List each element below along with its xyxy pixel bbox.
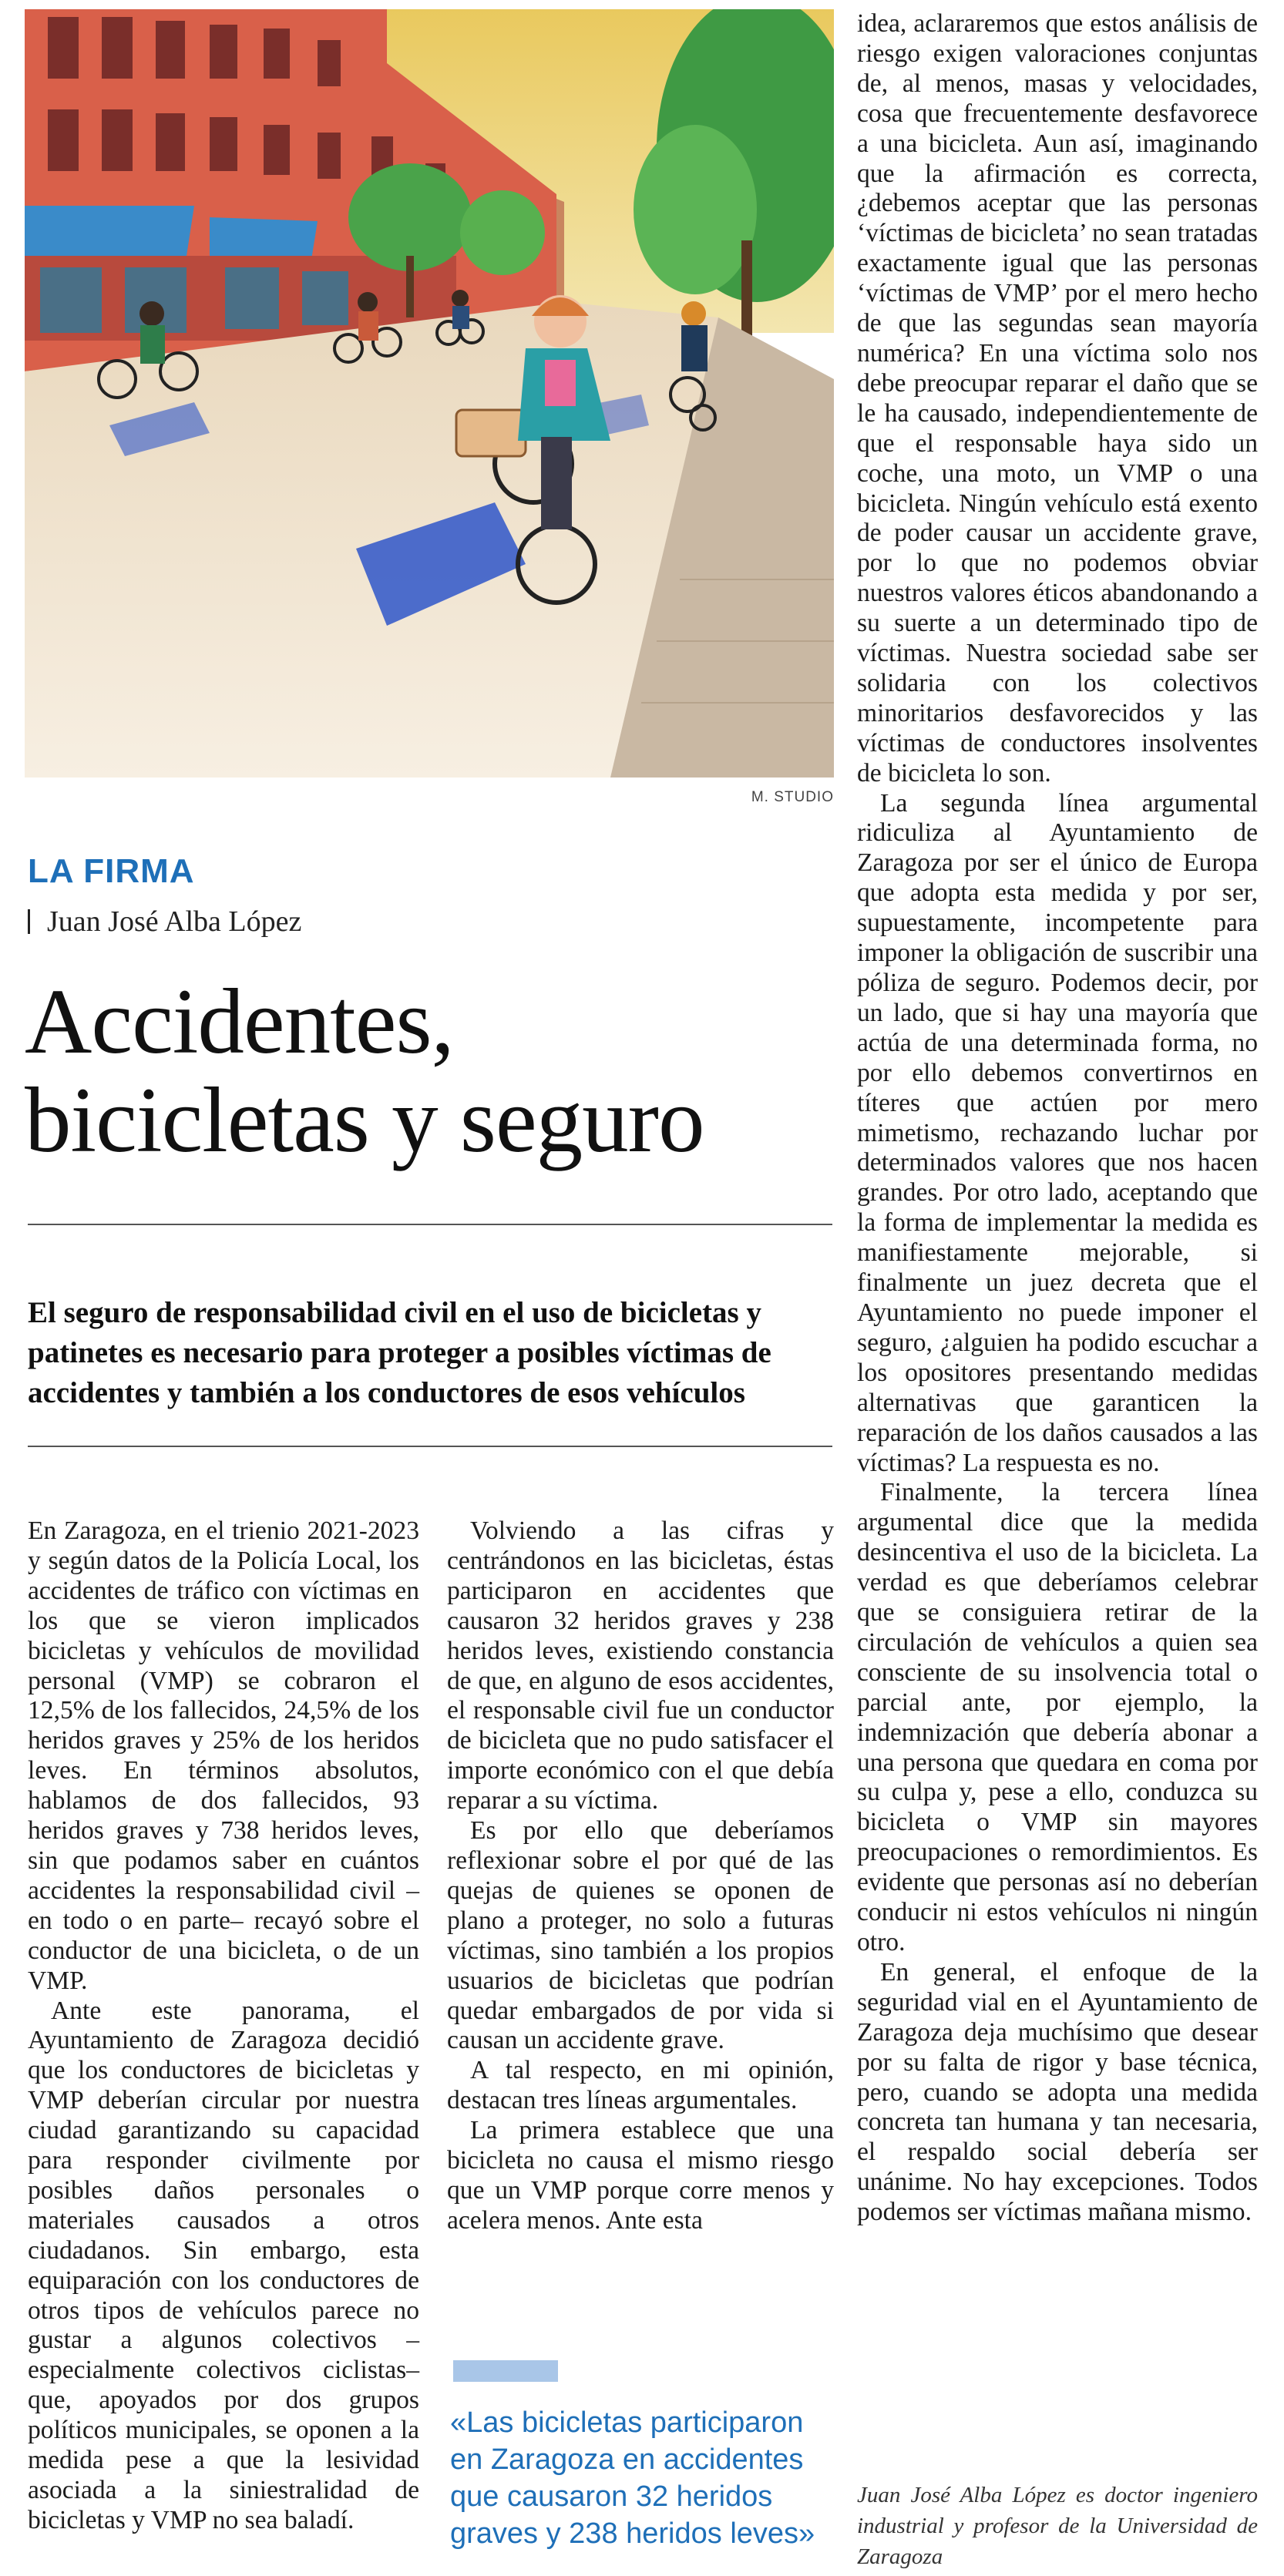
body-paragraph: Ante este panorama, el Ayuntamiento de Zaragoza decidió que los conductores de bicicletas y VMP deberían circular por nuestra ciudad garantizando su capacidad para responder civilmente por posibles daños personales o materiales causados a otros ciudadanos. Sin embargo, esta equiparación con los conductores de otros tipos de vehículos parece no gustar a algunos colectivos –especialmente colectivos ciclistas– que, apoyados por dos grupos políticos municipales, se oponen a la medida pese a que la lesividad asociada a la siniestralidad de bicicletas y VMP no sea baladí. [28,1996,419,2534]
byline-bar [28,909,30,934]
body-paragraph: La primera establece que una bicicleta no causa el mismo riesgo que un VMP porque corre menos y acelera menos. Ante esta [447,2116,834,2235]
pull-quote-bar [453,2360,558,2382]
body-column-3 [857,9,1258,2228]
body-paragraph: En general, el enfoque de la seguridad vial en el Ayuntamiento de Zaragoza deja muchísimo que desear por su falta de rigor y base técnica, pero, cuando se adopta una medida concreta tan humana y tan necesaria, el respaldo social debería ser unánime. No hay excepciones. Todos podemos ser víctimas mañana mismo. [857,1957,1258,2227]
body-paragraph: Finalmente, la tercera línea argumental dice que la medida desincentiva el uso de la bicicleta. La verdad es que deberíamos celebrar que se consiguiera retirar de la circulación de vehículos a quien sea consciente de su insolvencia total o parcial ante, por ejemplo, la indemnización que debería abonar a una persona que quedara en coma por su culpa y, pese a ello, conduzca su bicicleta o VMP sin mayores preocupaciones o remordimientos. Es evidente que personas así no deberían conducir ni estos vehículos ni ningún otro. [857,1478,1258,1956]
body-column-2 [447,1516,834,2236]
image-credit: M. STUDIO [751,789,834,805]
body-paragraph: Volviendo a las cifras y centrándonos en las bicicletas, éstas participaron en accidentes que causaron 32 heridos graves y 238 heridos leves, existiendo constancia de que, en alguno de esos accidentes, el responsable civil fue un conductor de bicicleta que no pudo satisfacer el importe económico con el que debía reparar a su víctima. [447,1516,834,1815]
divider-rule [28,1446,832,1447]
standfirst: El seguro de responsabilidad civil en el uso de bicicletas y patinetes es necesario para proteger a posibles víctimas de accidentes y también a los conductores de esos vehículos [28,1296,771,1409]
article-illustration [25,9,834,778]
pull-quote: «Las bicicletas participaron en Zaragoza en accidentes que causaron 32 heridos graves y 238 heridos leves» [450,2406,815,2550]
body-paragraph: La segunda línea argumental ridiculiza al Ayuntamiento de Zaragoza por ser el único de Europa que adopta esta medida y por ser, supuestamente, incompetente para imponer la obligación de suscribir una póliza de seguro. Podemos decir, por un lado, que si hay una mayoría que actúa de una determinada forma, no por ello debemos convertirnos en títeres que actúen por mero mimetismo, rechazando luchar por determinados valores que nos hacen grandes. Por otro lado, aceptando que la forma de implementar la medida es manifiestamente mejorable, si finalmente un juez decreta que el Ayuntamiento no puede imponer el seguro, ¿alguien ha podido escuchar a los opositores presentando medidas alternativas que garanticen la reparación de los daños causados a las víctimas? La respuesta es no. [857,788,1258,1477]
body-column-1 [28,1516,419,2536]
section-label: LA FIRMA [28,852,195,890]
headline [25,972,834,1170]
author-name: Juan José Alba López [47,905,302,938]
body-paragraph: idea, aclararemos que estos análisis de riesgo exigen valoraciones conjuntas de, al menos, masas y velocidades, cosa que frecuentemente desfavorece a una bicicleta. Aun así, imaginando que la afirmación es correcta, ¿debemos aceptar que las personas ‘víctimas de bicicleta’ no sean tratadas exactamente igual que las personas ‘víctimas de VMP’ por el mero hecho de que las segundas sean mayoría numérica? En una víctima solo nos debe preocupar reparar el daño que se le ha causado, independientemente de que el responsable haya sido un coche, una moto, un VMP o una bicicleta. Ningún vehículo está exento de poder causar un accidente grave, por lo que no podemos obviar nuestros valores éticos abandonando a su suerte a un determinado tipo de víctimas. Nuestra sociedad sabe ser solidaria con los colectivos minoritarios desfavorecidos y las víctimas de conductores insolventes de bicicleta lo son. [857,9,1258,788]
cyclists-street-scene [25,9,834,778]
byline [28,905,301,939]
body-paragraph: Es por ello que deberíamos reflexionar sobre el por qué de las quejas de quienes se oponen de plano a proteger, no solo a futuras víctimas, sino también a los propios usuarios de bicicletas que podrían quedar embargados de por vida si causan un accidente grave. [447,1816,834,2055]
body-paragraph: En Zaragoza, en el trienio 2021-2023 y según datos de la Policía Local, los accidentes de tráfico con víctimas en los que se vieron implicados bicicletas y vehículos de movilidad personal (VMP) se cobraron el 12,5% de los fallecidos, 24,5% de los heridos graves y 25% de los heridos leves. En términos absolutos, hablamos de dos fallecidos, 93 heridos graves y 738 heridos leves, sin que podamos saber en cuántos accidentes la responsabilidad civil –en todo o en parte– recayó sobre el conductor de una bicicleta, o de un VMP. [28,1516,419,1995]
author-note: Juan José Alba López es doctor ingeniero industrial y profesor de la Universidad de Zaragoza [857,2483,1258,2569]
divider-rule [28,1224,832,1225]
body-paragraph: A tal respecto, en mi opinión, destacan tres líneas argumentales. [447,2056,834,2115]
headline-line-2: bicicletas y seguro [25,1069,704,1172]
headline-line-1: Accidentes, [25,970,454,1073]
